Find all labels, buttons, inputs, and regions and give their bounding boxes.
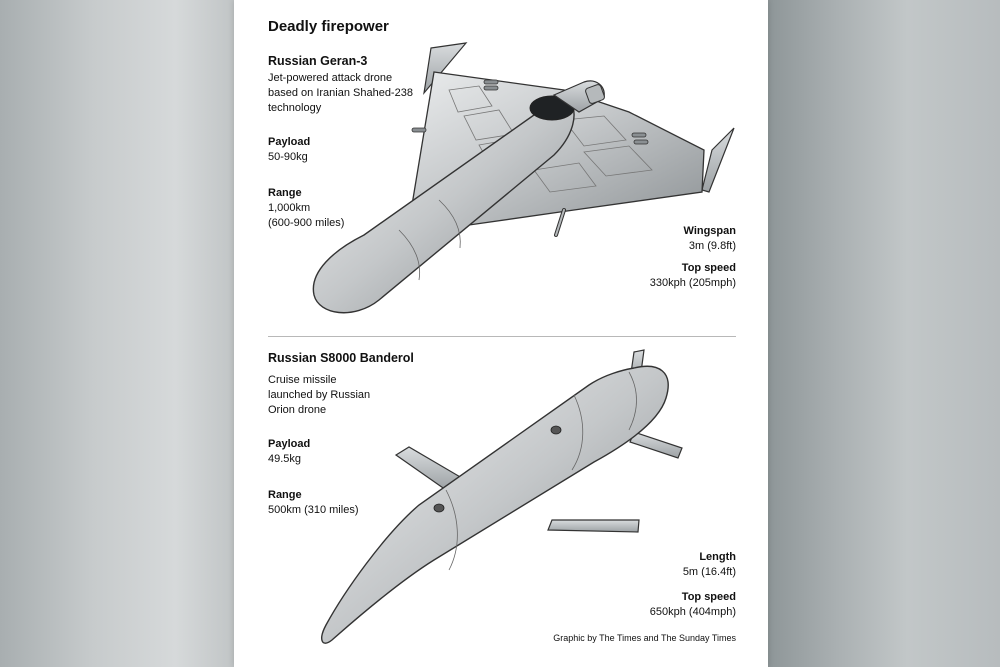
missile-body (322, 366, 668, 643)
missile-length-value: 5m (16.4ft) (682, 566, 736, 578)
missile-payload-label: Payload (268, 438, 311, 450)
drone-speed-label: Top speed (681, 262, 736, 274)
missile-description-line-3: Orion drone (268, 404, 327, 416)
drone-wingspan-label: Wingspan (683, 225, 736, 237)
section-divider (268, 336, 736, 337)
missile-description-line-1: Cruise missile (268, 374, 337, 386)
drone-payload-value: 50-90kg (268, 151, 308, 163)
drone-wingspan-value: 3m (9.8ft) (688, 240, 736, 252)
missile-right-fin (630, 432, 682, 458)
drone-right-fin (702, 128, 734, 192)
drone-speed-value: 330kph (205mph) (649, 277, 736, 289)
drone-description-line-2: based on Iranian Shahed-238 (268, 87, 413, 99)
missile-range-label: Range (268, 489, 302, 501)
missile-lower-wing (548, 520, 639, 532)
drone-description-line-3: technology (268, 102, 322, 114)
drone-range-value-2: (600-900 miles) (268, 217, 345, 229)
background-right (768, 0, 1000, 667)
missile-name: Russian S8000 Banderol (268, 351, 414, 365)
missile-length-label: Length (699, 551, 736, 563)
background-left (0, 0, 234, 667)
missile-speed-value: 650kph (404mph) (649, 606, 736, 618)
drone-range-label: Range (268, 187, 302, 199)
drone-name: Russian Geran-3 (268, 54, 368, 68)
missile-speed-label: Top speed (681, 591, 736, 603)
drone-payload-label: Payload (268, 136, 311, 148)
graphic-credit: Graphic by The Times and The Sunday Times (553, 633, 736, 643)
missile-range-value: 500km (310 miles) (268, 504, 359, 516)
drone-range-value-1: 1,000km (268, 202, 311, 214)
missile-illustration (322, 350, 682, 643)
page-title: Deadly firepower (268, 18, 389, 35)
missile-payload-value: 49.5kg (268, 453, 302, 465)
missile-description-line-2: launched by Russian (268, 389, 371, 401)
infographic-card (234, 0, 768, 667)
drone-description-line-1: Jet-powered attack drone (268, 72, 393, 84)
